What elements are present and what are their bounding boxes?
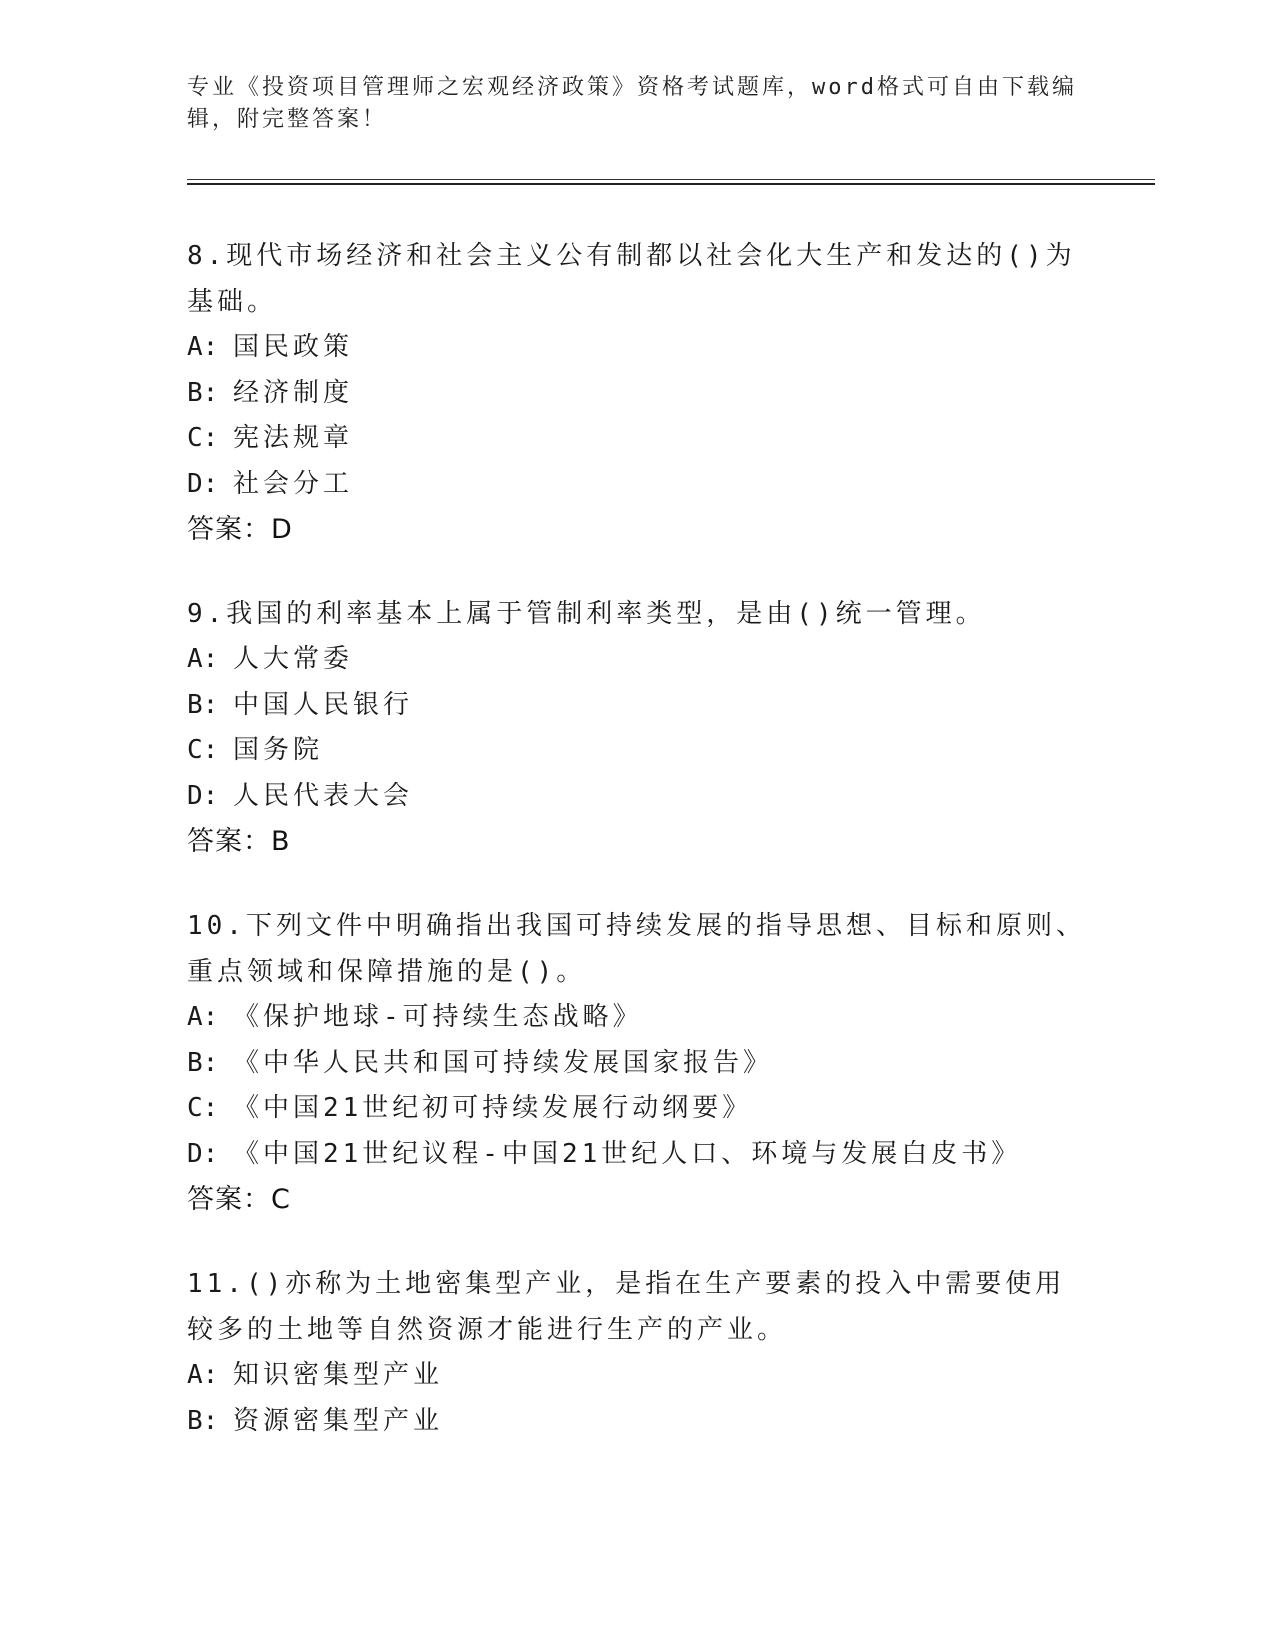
option-c [187, 728, 1087, 774]
answer-line: 答案：D [187, 514, 293, 545]
document-header: 专业《投资项目管理师之宏观经济政策》资格考试题库，word格式可自由下载编辑，附完整答案！ [187, 75, 1077, 132]
option-letter: C: [187, 735, 219, 765]
option-text: 社会分工 [233, 468, 354, 499]
option-b [187, 1041, 1087, 1087]
option-d [187, 1132, 1087, 1178]
option-text: 《中国21世纪初可持续发展行动纲要》 [233, 1093, 753, 1123]
option-b [187, 1399, 1087, 1445]
option-letter: A: [187, 1002, 219, 1032]
option-text: 知识密集型产业 [233, 1360, 444, 1390]
option-letter: B: [187, 1405, 219, 1436]
option-c [187, 1086, 1087, 1132]
option-d [187, 774, 1087, 820]
option-text: 人民代表大会 [233, 780, 414, 811]
option-letter: D: [187, 1138, 219, 1169]
option-letter: A: [187, 644, 219, 674]
header-rule-thin [187, 179, 1155, 180]
option-text: 国务院 [233, 735, 324, 765]
question-list [187, 233, 1087, 1482]
option-a [187, 325, 1087, 371]
option-text: 《保护地球-可持续生态战略》 [233, 1002, 643, 1032]
option-letter: A: [187, 1360, 219, 1390]
question-item [187, 591, 1087, 865]
option-a [187, 1353, 1087, 1399]
question-item [187, 1261, 1087, 1444]
option-text: 国民政策 [233, 332, 354, 362]
option-c [187, 416, 1087, 462]
option-letter: C: [187, 423, 219, 453]
option-text: 中国人民银行 [233, 689, 414, 720]
option-letter: B: [187, 377, 219, 408]
option-b [187, 371, 1087, 417]
option-letter: B: [187, 689, 219, 720]
option-letter: A: [187, 332, 219, 362]
option-text: 《中国21世纪议程-中国21世纪人口、环境与发展白皮书》 [233, 1138, 1022, 1169]
question-stem: 8.现代市场经济和社会主义公有制都以社会化大生产和发达的()为基础。 [187, 241, 1076, 317]
header-rule-thick [187, 183, 1155, 185]
question-stem: 11.()亦称为土地密集型产业，是指在生产要素的投入中需要使用较多的土地等自然资源才能进行生产的产业。 [187, 1269, 1066, 1345]
question-item [187, 903, 1087, 1223]
option-d [187, 462, 1087, 508]
answer-line: 答案：C [187, 1184, 291, 1215]
question-stem: 10.下列文件中明确指出我国可持续发展的指导思想、目标和原则、重点领域和保障措施的是()。 [187, 911, 1086, 987]
option-text: 《中华人民共和国可持续发展国家报告》 [233, 1047, 774, 1078]
answer-line: 答案：B [187, 826, 291, 857]
option-letter: D: [187, 468, 219, 499]
question-stem: 9.我国的利率基本上属于管制利率类型，是由()统一管理。 [187, 599, 986, 629]
option-text: 宪法规章 [233, 423, 354, 453]
option-text: 经济制度 [233, 377, 354, 408]
option-a [187, 995, 1087, 1041]
option-letter: B: [187, 1047, 219, 1078]
option-b [187, 683, 1087, 729]
option-a [187, 637, 1087, 683]
option-letter: D: [187, 780, 219, 811]
option-text: 资源密集型产业 [233, 1405, 444, 1436]
option-text: 人大常委 [233, 644, 354, 674]
question-item [187, 233, 1087, 553]
option-letter: C: [187, 1093, 219, 1123]
